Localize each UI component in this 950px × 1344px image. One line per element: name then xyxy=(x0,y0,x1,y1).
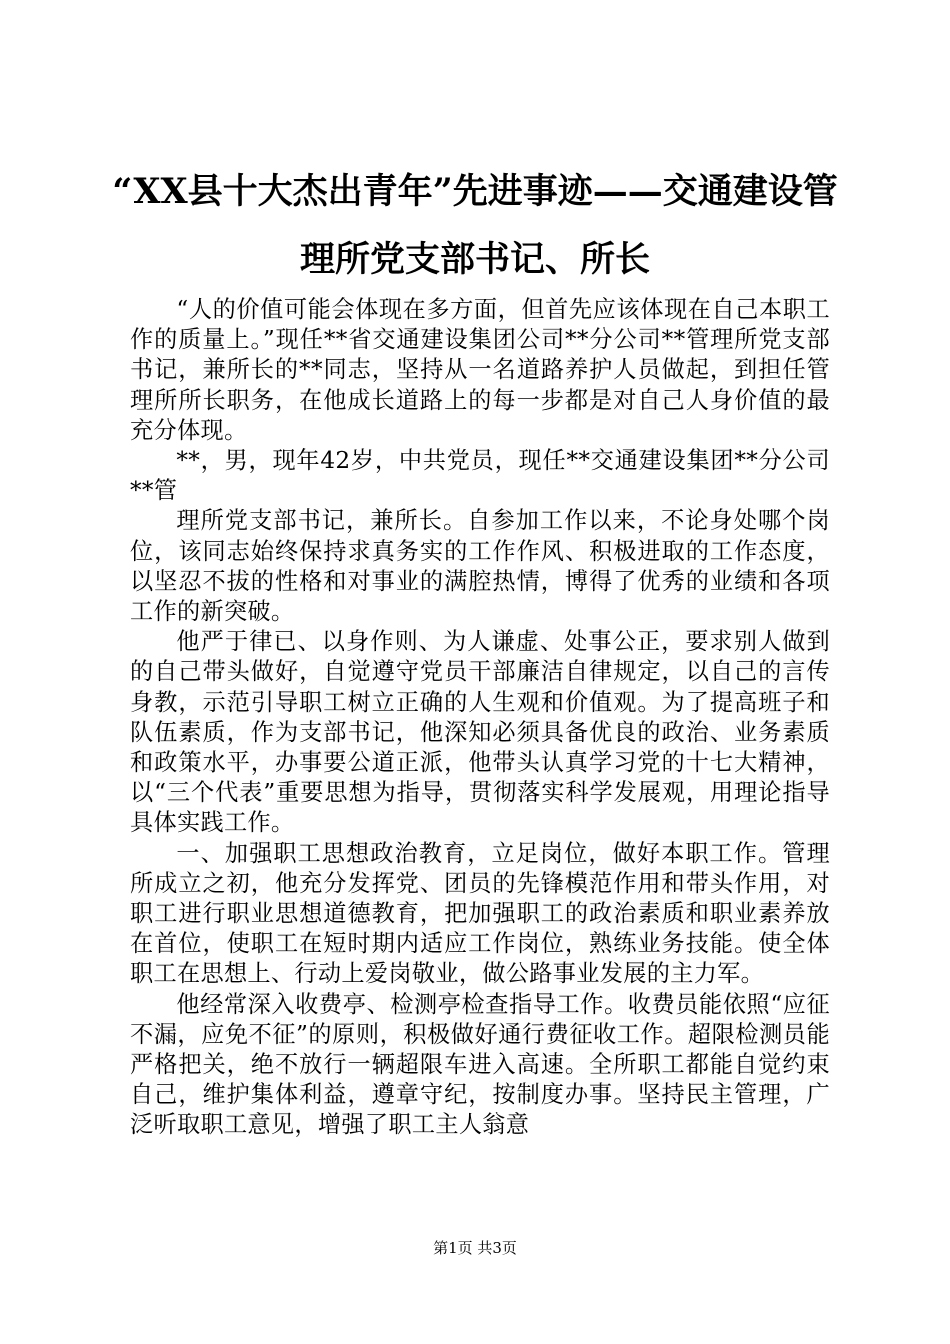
document-body xyxy=(130,295,830,1141)
paragraph: “人的价值可能会体现在多方面，但首先应该体现在自己本职工作的质量上。”现任**省交通建设集团公司**分公司**管理所党支部书记，兼所长的**同志，坚持从一名道路养护人员做起，到担任管理所所长职务，在他成长道路上的每一步都是对自己人身价值的最充分体现。 xyxy=(130,296,830,444)
paragraph: 他严于律已、以身作则、为人谦虚、处事公正，要求别人做到的自己带头做好，自觉遵守党员干部廉洁自律规定，以自己的言传身教，示范引导职工树立正确的人生观和价值观。为了提高班子和队伍素质，作为支部书记，他深知必须具备优良的政治、业务素质和政策水平，办事要公道正派，他带头认真学习党的十七大精神，以“三个代表”重要思想为指导，贯彻落实科学发展观，用理论指导具体实践工作。 xyxy=(130,628,830,837)
paragraph: **，男，现年42岁，中共党员，现任**交通建设集团**分公司**管 xyxy=(130,447,830,505)
paragraph: 理所党支部书记，兼所长。自参加工作以来，不论身处哪个岗位，该同志始终保持求真务实的工作作风、积极进取的工作态度，以坚忍不拔的性格和对事业的满腔热情，博得了优秀的业绩和各项工作的新突破。 xyxy=(130,507,830,626)
document-title: “XX县十大杰出青年”先进事迹——交通建设管理所党支部书记、所长 xyxy=(112,171,838,280)
page-number-footer: 第1页 共3页 xyxy=(433,1239,517,1257)
paragraph: 一、加强职工思想政治教育，立足岗位，做好本职工作。管理所成立之初，他充分发挥党、团员的先锋模范作用和带头作用，对职工进行职业思想道德教育，把加强职工的政治素质和职业素养放在首位，使职工在短时期内适应工作岗位，熟练业务技能。使全体职工在思想上、行动上爱岗敬业，做公路事业发展的主力军。 xyxy=(130,839,830,988)
paragraph: 他经常深入收费亭、检测亭检查指导工作。收费员能依照“应征不漏，应免不征”的原则，积极做好通行费征收工作。超限检测员能严格把关，绝不放行一辆超限车进入高速。全所职工都能自觉约束自己，维护集体利益，遵章守纪，按制度办事。坚持民主管理，广泛听取职工意见，增强了职工主人翁意 xyxy=(130,990,830,1139)
